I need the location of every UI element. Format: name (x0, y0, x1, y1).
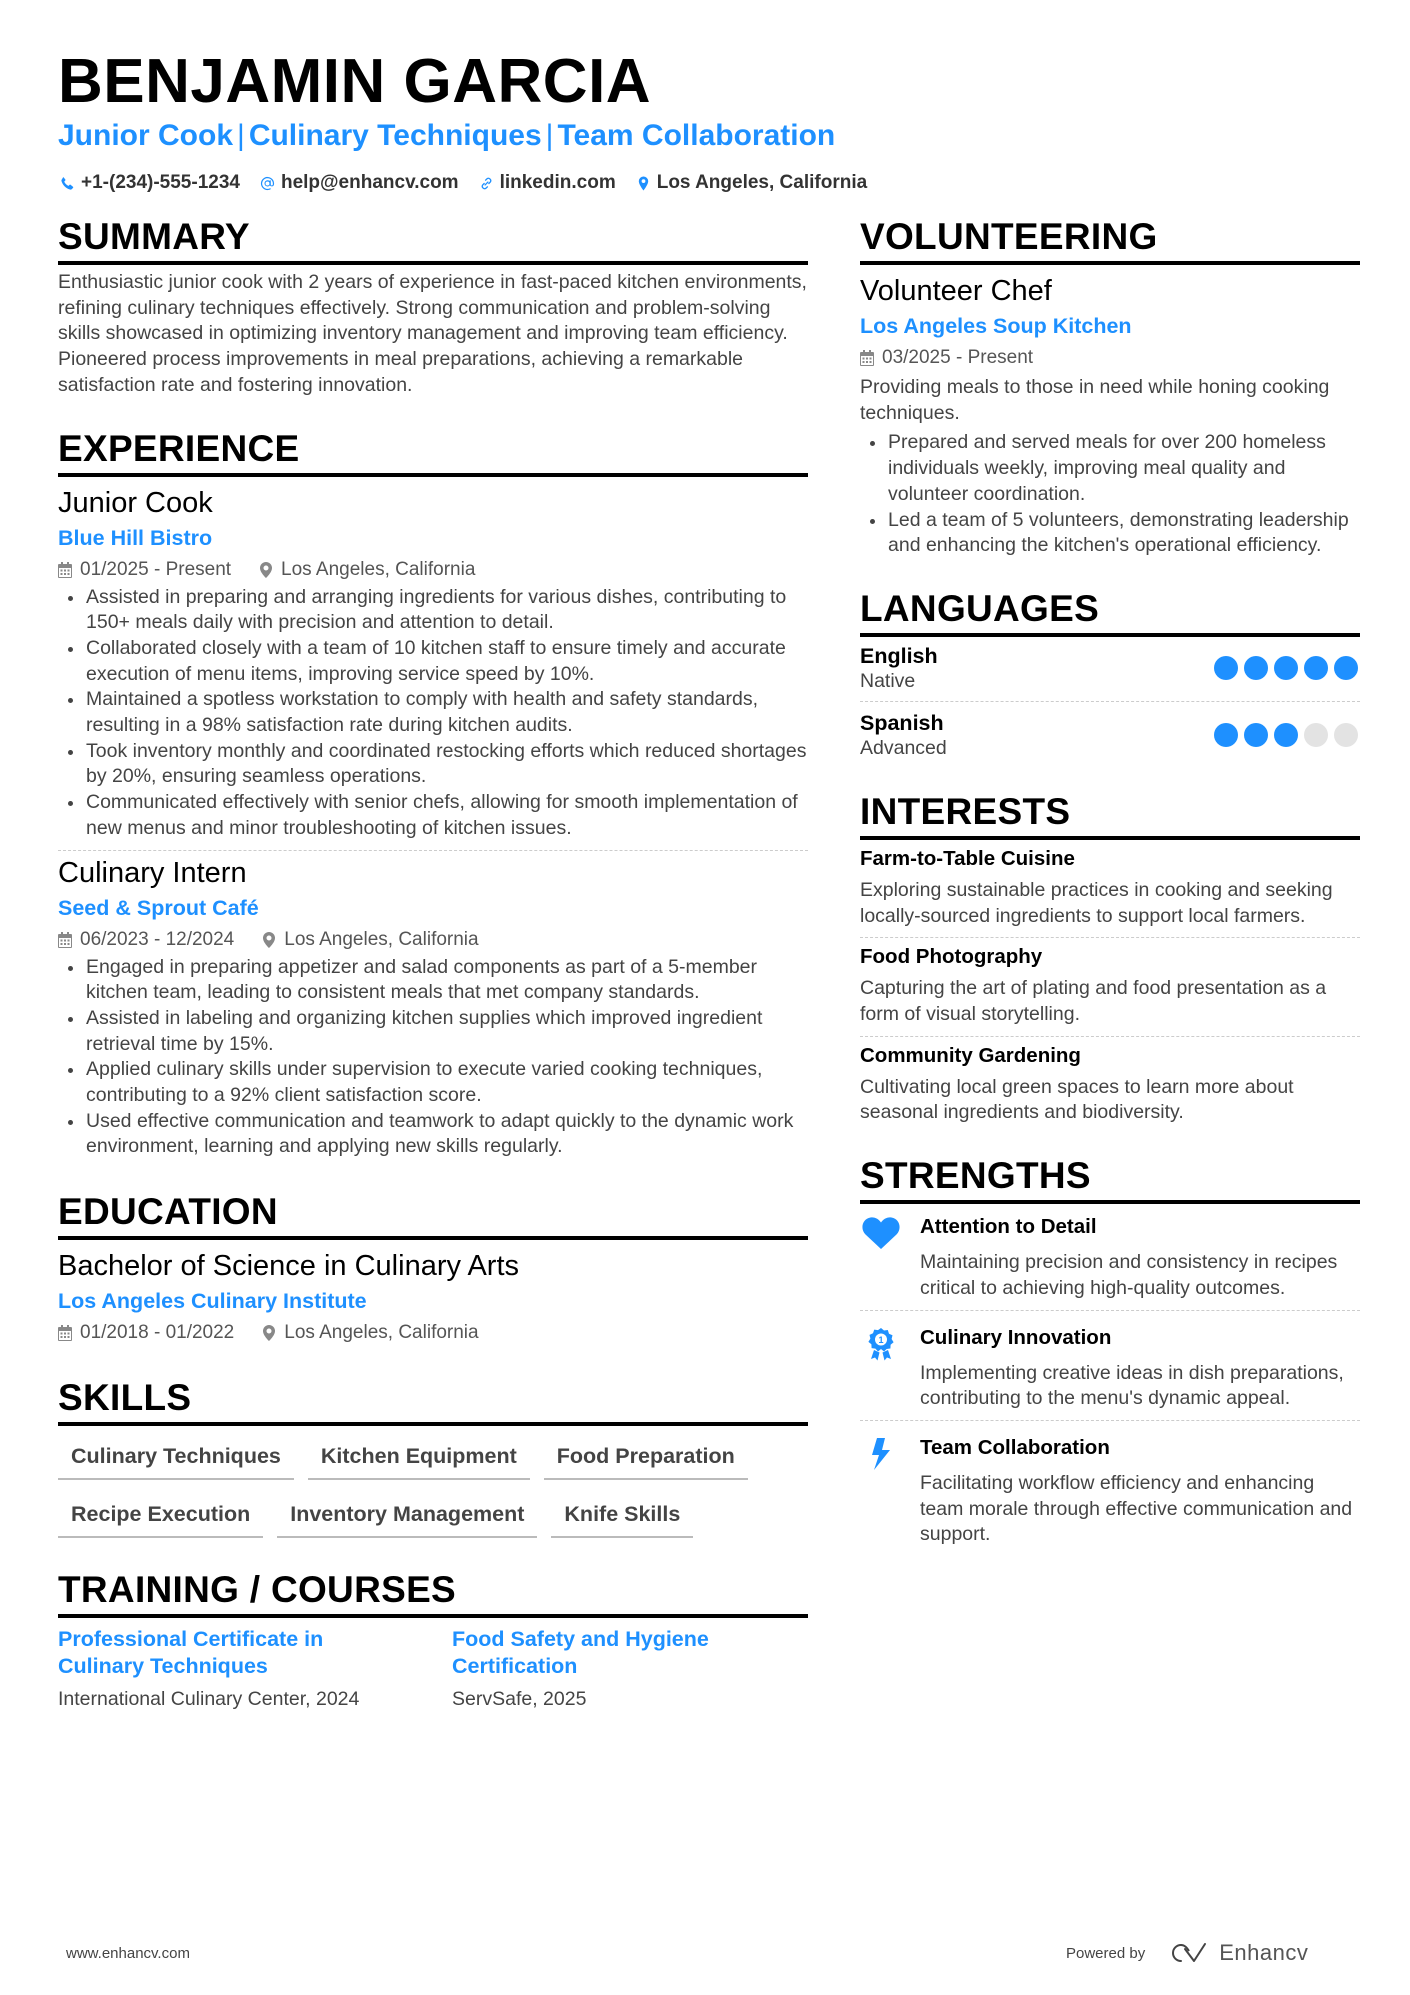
footer-website-link[interactable]: www.enhancv.com (66, 1945, 190, 1962)
summary-text: Enthusiastic junior cook with 2 years of experience in fast-paced kitchen environments, refining culinary techniques effectively. Strong communication and problem-solving skills showcased in optimizing inventory management and improving team efficiency. Pioneered process improvements in meal preparations, achieving a remarkable satisfaction rate and fostering innovation. (58, 271, 807, 396)
location-pin-icon (636, 176, 651, 191)
interest-entry (860, 944, 1360, 1027)
bullet-item: Maintained a spotless workstation to comply with health and safety standards, resulting in a 98% satisfaction rate during kitchen audits. (58, 687, 808, 738)
contact-phone-text: +1-(234)-555-1234 (81, 172, 240, 193)
entry-meta (860, 345, 1360, 371)
interests-section (860, 790, 1360, 1126)
strength-entry (860, 1425, 1360, 1548)
location-pin-icon (262, 932, 276, 948)
subtitle-separator: | (545, 119, 554, 152)
company-name: Seed & Sprout Café (58, 895, 259, 920)
entry-meta (58, 557, 808, 583)
interest-description: Cultivating local green spaces to learn more about seasonal ingredients and biodiversity. (860, 1075, 1294, 1124)
rating-dot-filled (1244, 656, 1268, 680)
resume-name: BENJAMIN GARCIA (58, 47, 652, 116)
enhancv-logo-icon (1165, 1941, 1209, 1965)
course-provider: International Culinary Center, 2024 (58, 1688, 360, 1711)
location-text: Los Angeles, California (284, 928, 479, 950)
skills-section (58, 1376, 808, 1538)
date-text: 06/2023 - 12/2024 (80, 928, 235, 950)
rating-dot-filled (1214, 656, 1238, 680)
contact-linkedin-text: linkedin.com (499, 172, 616, 193)
subtitle-part: Culinary Techniques (248, 119, 542, 152)
languages-section (860, 587, 1360, 764)
bullet-item: Assisted in labeling and organizing kitchen supplies which improved ingredient retrieval time by 15%. (58, 1006, 808, 1057)
subtitle-part: Junior Cook (58, 119, 234, 152)
skill-tag: Food Preparation (544, 1438, 748, 1480)
calendar-icon (58, 932, 72, 948)
skill-tag: Culinary Techniques (58, 1438, 294, 1480)
language-rating (1214, 723, 1360, 747)
rating-dot-filled (1334, 656, 1358, 680)
bullet-item: Prepared and served meals for over 200 homeless individuals weekly, improving meal quality and volunteer coordination. (860, 430, 1360, 507)
interest-description: Exploring sustainable practices in cooking and seeking locally-sourced ingredients to support local farmers. (860, 878, 1333, 927)
skill-tag: Kitchen Equipment (308, 1438, 530, 1480)
phone-icon (60, 176, 75, 191)
strength-title: Attention to Detail (920, 1215, 1097, 1239)
rating-dot-filled (1274, 723, 1298, 747)
entry-divider (860, 1036, 1360, 1037)
volunteer-role: Volunteer Chef (860, 275, 1052, 307)
link-icon (479, 176, 494, 191)
section-title: SKILLS (58, 1376, 808, 1426)
rating-dot-filled (1274, 656, 1298, 680)
rating-dot-empty (1334, 723, 1358, 747)
contact-phone[interactable] (60, 170, 240, 196)
entry-divider (860, 937, 1360, 938)
skill-tag: Knife Skills (551, 1496, 693, 1538)
entry-meta (58, 927, 808, 953)
location-text: Los Angeles, California (281, 558, 476, 580)
job-title: Culinary Intern (58, 856, 247, 889)
strengths-section (860, 1154, 1360, 1548)
strength-description: Implementing creative ideas in dish preparations, contributing to the menu's dynamic appeal. (920, 1361, 1344, 1410)
calendar-icon (58, 562, 72, 578)
section-title: SUMMARY (58, 215, 808, 265)
language-name: Spanish (860, 710, 944, 735)
date-range (58, 557, 231, 583)
lightning-bolt-icon (869, 1437, 893, 1471)
section-title: EXPERIENCE (58, 427, 808, 477)
rating-dot-empty (1304, 723, 1328, 747)
entry-divider (860, 1310, 1360, 1311)
skill-tag: Inventory Management (277, 1496, 537, 1538)
rating-dot-filled (1244, 723, 1268, 747)
contact-linkedin[interactable] (479, 170, 616, 196)
date-text: 03/2025 - Present (882, 347, 1034, 368)
calendar-icon (860, 350, 874, 366)
course-entry (58, 1626, 408, 1712)
rating-dot-filled (1304, 656, 1328, 680)
language-level: Native (860, 669, 916, 692)
language-level: Advanced (860, 736, 947, 759)
location-text: Los Angeles, California (284, 1322, 479, 1344)
section-title: VOLUNTEERING (860, 215, 1360, 265)
location-pin-icon (259, 562, 273, 578)
interest-description: Capturing the art of plating and food presentation as a form of visual storytelling. (860, 977, 1327, 1026)
strength-description: Maintaining precision and consistency in recipes critical to achieving high-quality outcomes. (920, 1251, 1338, 1299)
bullet-item: Engaged in preparing appetizer and salad components as part of a 5-member kitchen team, leading to consistent meals that met company standards. (58, 955, 808, 1006)
strength-title: Team Collaboration (920, 1435, 1110, 1459)
heart-icon (861, 1216, 901, 1250)
interest-title: Farm-to-Table Cuisine (860, 846, 1075, 870)
bullet-item: Collaborated closely with a team of 10 kitchen staff to ensure timely and accurate execution of menu items, improving service speed by 10%. (58, 636, 808, 687)
location (259, 557, 475, 583)
date-range (58, 927, 234, 953)
bullet-item: Applied culinary skills under supervision to execute varied cooking techniques, contributing to a 92% client satisfaction score. (58, 1057, 808, 1108)
contact-location (636, 170, 867, 196)
experience-entry (58, 485, 808, 842)
course-title: Food Safety and Hygiene Certification (452, 1627, 709, 1679)
calendar-icon (58, 1325, 72, 1341)
summary-section (58, 215, 808, 399)
interest-entry (860, 1043, 1360, 1126)
volunteer-description: Providing meals to those in need while honing cooking techniques. (860, 376, 1330, 424)
volunteer-org: Los Angeles Soup Kitchen (860, 314, 1132, 338)
strength-entry (860, 1315, 1360, 1412)
training-section (58, 1568, 808, 1712)
job-title: Junior Cook (58, 486, 213, 519)
strength-entry (860, 1204, 1360, 1301)
strength-title: Culinary Innovation (920, 1325, 1112, 1349)
interest-entry (860, 846, 1360, 929)
language-rating (1214, 656, 1360, 680)
education-section (58, 1190, 808, 1346)
strength-description: Facilitating workflow efficiency and enhancing team morale through effective communication and support. (920, 1471, 1353, 1546)
entry-meta (58, 1320, 808, 1346)
contact-location-text: Los Angeles, California (656, 172, 868, 193)
left-column (58, 215, 808, 1740)
bullet-item: Communicated effectively with senior chefs, allowing for smooth implementation of new menus and minor troubleshooting of kitchen issues. (58, 790, 808, 841)
course-entry (452, 1626, 802, 1712)
date-text: 01/2018 - 01/2022 (80, 1322, 235, 1344)
school-name: Los Angeles Culinary Institute (58, 1289, 367, 1314)
svg-text:1: 1 (878, 1334, 884, 1345)
bullet-list (58, 955, 808, 1161)
date-range (58, 1320, 234, 1346)
interest-title: Food Photography (860, 945, 1043, 969)
language-name: English (860, 643, 938, 668)
resume-subtitle (58, 117, 835, 155)
subtitle-part: Team Collaboration (557, 119, 836, 152)
language-entry (860, 704, 1360, 764)
section-title: TRAINING / COURSES (58, 1568, 808, 1618)
skills-list (58, 1438, 808, 1538)
interest-title: Community Gardening (860, 1043, 1081, 1067)
course-title: Professional Certificate in Culinary Techniques (58, 1627, 324, 1679)
location (262, 1320, 478, 1346)
entry-divider (860, 1420, 1360, 1421)
date-range (860, 345, 1033, 371)
company-name: Blue Hill Bistro (58, 525, 213, 550)
date-text: 01/2025 - Present (80, 558, 232, 580)
bullet-item: Assisted in preparing and arranging ingredients for various dishes, contributing to 150+ meals daily with precision and attention to detail. (58, 585, 808, 636)
section-title: LANGUAGES (860, 587, 1360, 637)
section-title: INTERESTS (860, 790, 1360, 840)
contact-email[interactable] (260, 170, 459, 196)
location-pin-icon (262, 1325, 276, 1341)
powered-by-label: Powered by (1066, 1944, 1146, 1962)
location (262, 927, 478, 953)
brand-logo (1165, 1940, 1308, 1966)
entry-divider (860, 701, 1360, 702)
volunteering-section (860, 215, 1360, 559)
right-column (860, 215, 1360, 1576)
award-ribbon-icon (866, 1327, 896, 1361)
contact-bar (60, 170, 867, 196)
skill-tag: Recipe Execution (58, 1496, 263, 1538)
at-icon (260, 176, 275, 191)
section-title: STRENGTHS (860, 1154, 1360, 1204)
rating-dot-filled (1214, 723, 1238, 747)
subtitle-separator: | (237, 119, 245, 152)
bullet-list (58, 585, 808, 842)
bullet-item: Took inventory monthly and coordinated restocking efforts which reduced shortages by 20%, ensuring seamless operations. (58, 739, 808, 790)
bullet-list (860, 430, 1360, 559)
degree: Bachelor of Science in Culinary Arts (58, 1250, 519, 1283)
experience-entry (58, 855, 808, 1161)
brand-name: Enhancv (1219, 1940, 1309, 1965)
footer-branding[interactable] (1066, 1940, 1308, 1966)
section-title: EDUCATION (58, 1190, 808, 1240)
course-provider: ServSafe, 2025 (452, 1688, 587, 1711)
courses-list (58, 1626, 808, 1712)
bullet-item: Used effective communication and teamwork to adapt quickly to the dynamic work environment, learning and applying new skills regularly. (58, 1109, 808, 1160)
bullet-item: Led a team of 5 volunteers, demonstrating leadership and enhancing the kitchen's operational efficiency. (860, 508, 1360, 559)
contact-email-text: help@enhancv.com (280, 172, 459, 193)
language-entry (860, 637, 1360, 697)
experience-section (58, 427, 808, 1161)
entry-divider (58, 850, 808, 851)
